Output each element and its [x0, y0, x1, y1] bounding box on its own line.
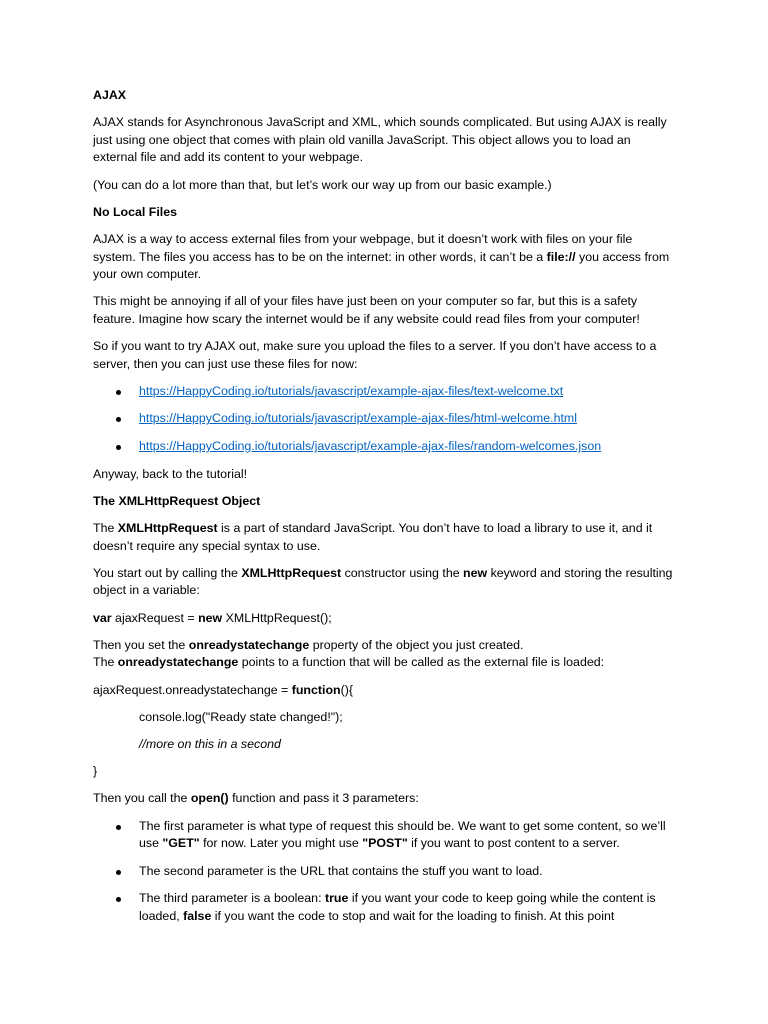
xhr-paragraph-3 — [93, 637, 678, 672]
code-text: (){ — [340, 682, 353, 697]
list-item — [93, 438, 678, 456]
text: You start out by calling the — [93, 565, 242, 580]
open-parameters-list — [93, 818, 678, 926]
section-heading-no-local-files: No Local Files — [93, 204, 177, 219]
code-comment — [93, 736, 678, 754]
code-line — [93, 682, 678, 700]
keyword-text: open() — [190, 791, 229, 806]
page-title: AJAX — [93, 88, 127, 102]
text: if you want your code to keep going while the content is loaded, — [139, 891, 656, 923]
no-local-paragraph-3: So if you want to try AJAX out, make sure you upload the files to a server. If you don’t have access to a server, then you can just use these files for now: — [93, 339, 657, 371]
xhr-paragraph-1 — [93, 520, 678, 555]
keyword-text: "GET" — [162, 836, 200, 851]
example-files-list — [93, 383, 678, 456]
code-text: ajaxRequest.onreadystatechange = — [93, 682, 292, 697]
keyword-text: "POST" — [362, 836, 408, 851]
keyword-text: false — [183, 908, 212, 923]
text: if you want to post content to a server. — [407, 836, 620, 851]
code-keyword: function — [291, 682, 341, 697]
text: Then you set the — [93, 637, 189, 652]
text: keyword and storing the resulting object in a variable: — [93, 565, 673, 598]
intro-paragraph-2: (You can do a lot more than that, but let’s work our way up from our basic example.) — [93, 177, 552, 192]
code-line-constructor — [93, 610, 678, 628]
link-html-welcome[interactable]: https://HappyCoding.io/tutorials/javascript/example-ajax-files/html-welcome.html — [139, 411, 577, 426]
code-keyword: var — [93, 610, 112, 625]
text: for now. Later you might use — [199, 836, 363, 851]
text: constructor using the — [341, 565, 464, 580]
text: The first parameter is what type of request this should be. We want to get some content, so we’ll use — [139, 818, 666, 851]
text: The — [93, 521, 118, 536]
keyword-text: XMLHttpRequest — [241, 565, 342, 580]
text: property of the object you just created. — [309, 637, 524, 652]
list-item: The second parameter is the URL that contains the stuff you want to load. — [93, 863, 678, 881]
keyword-text: onreadystatechange — [117, 655, 239, 670]
no-local-paragraph-1 — [93, 231, 678, 284]
text: if you want the code to stop and wait for the loading to finish. At this point — [211, 908, 615, 923]
text: Then you call the — [93, 791, 191, 806]
keyword-text: new — [463, 565, 488, 580]
keyword-text: onreadystatechange — [188, 637, 310, 652]
back-to-tutorial-paragraph: Anyway, back to the tutorial! — [93, 466, 248, 481]
text: function and pass it 3 parameters: — [228, 791, 419, 806]
no-local-paragraph-2: This might be annoying if all of your files have just been on your computer so far, but this is a safety feature. Imagine how scary the internet would be if any website could read files from your computer! — [93, 294, 640, 326]
section-heading-xhr: The XMLHttpRequest Object — [93, 493, 261, 508]
list-item — [93, 383, 678, 401]
text: The — [93, 655, 118, 670]
file-protocol-text: file:// — [546, 249, 576, 264]
text: you access from your own computer. — [93, 249, 670, 282]
keyword-text: XMLHttpRequest — [117, 521, 218, 536]
intro-paragraph-1: AJAX stands for Asynchronous JavaScript and XML, which sounds complicated. But using AJAX is really just using one object that comes with plain old vanilla JavaScript. This object allows you to load an external file and add its content to your webpage. — [93, 115, 667, 165]
list-item — [93, 818, 678, 853]
list-item — [93, 410, 678, 428]
text: The third parameter is a boolean: — [139, 891, 325, 906]
link-text-welcome[interactable]: https://HappyCoding.io/tutorials/javascript/example-ajax-files/text-welcome.txt — [139, 383, 564, 398]
xhr-paragraph-4 — [93, 790, 678, 808]
code-text: XMLHttpRequest(); — [222, 610, 332, 625]
code-keyword: new — [198, 610, 223, 625]
link-random-welcomes[interactable]: https://HappyCoding.io/tutorials/javascript/example-ajax-files/random-welcomes.json — [139, 439, 602, 454]
code-line: console.log("Ready state changed!"); — [139, 709, 343, 724]
text: points to a function that will be called as the external file is loaded: — [238, 655, 605, 670]
code-text: ajaxRequest = — [111, 610, 199, 625]
list-item — [93, 890, 678, 925]
code-line: } — [93, 764, 98, 779]
comment-text: //more on this in a second — [139, 736, 281, 751]
text: is a part of standard JavaScript. You don’t have to load a library to use it, and it doesn’t require any special syntax to use. — [93, 521, 653, 553]
code-block-onreadystatechange — [93, 682, 678, 781]
text: AJAX is a way to access external files from your webpage, but it doesn’t work with files on your file system. The files you access has to be on the internet: in other words, it can’t be a — [93, 231, 633, 264]
keyword-text: true — [324, 891, 349, 906]
xhr-paragraph-2 — [93, 565, 678, 600]
